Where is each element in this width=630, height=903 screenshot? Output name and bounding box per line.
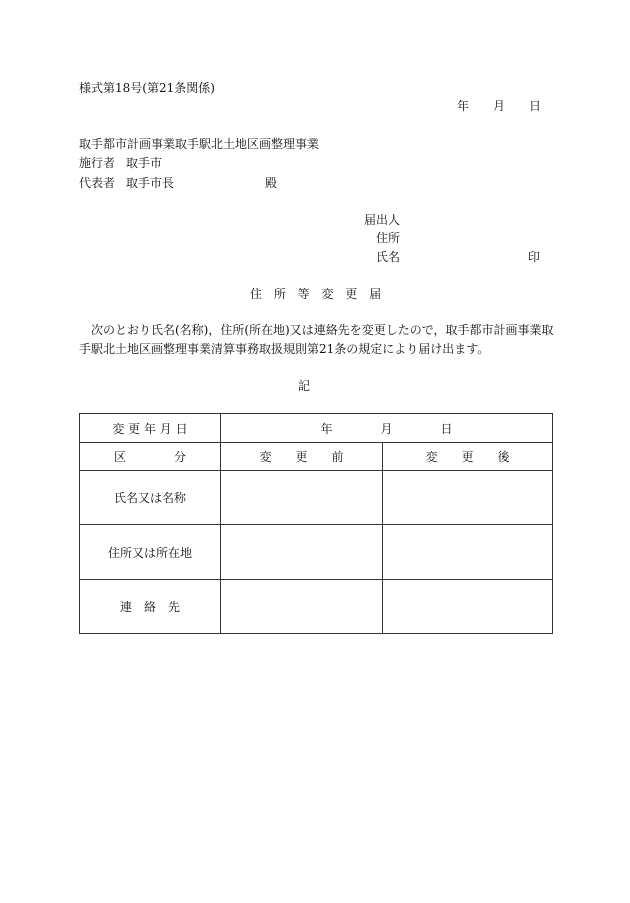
table-row xyxy=(80,579,553,633)
executor-label: 施行者 xyxy=(79,156,116,170)
date-year: 年 xyxy=(457,99,470,113)
change-date-value[interactable]: 年 月 日 xyxy=(221,414,553,443)
change-date-label: 変 更 年 月 日 xyxy=(80,414,221,443)
contact-before-cell[interactable] xyxy=(221,579,383,633)
table-row xyxy=(80,414,553,443)
honorific: 殿 xyxy=(265,176,278,190)
table-row xyxy=(80,471,553,525)
body-line-2: 手駅北土地区画整理事業清算事務取扱規則第21条の規定により届け出ます。 xyxy=(79,342,490,356)
row-label-contact: 連 絡 先 xyxy=(80,579,221,633)
after-header: 変 更 後 xyxy=(383,443,553,471)
row-label-name: 氏名又は名称 xyxy=(80,471,221,525)
date-month: 月 xyxy=(493,99,506,113)
table-row xyxy=(80,443,553,471)
seal-mark: 印 xyxy=(528,250,541,264)
row-label-address: 住所又は所在地 xyxy=(80,525,221,579)
applicant-label: 届出人 xyxy=(364,213,401,227)
executor-name: 取手市 xyxy=(126,156,163,170)
ki-label: 記 xyxy=(298,379,311,393)
date-day: 日 xyxy=(529,99,542,113)
address-before-cell[interactable] xyxy=(221,525,383,579)
representative-name: 取手市長 xyxy=(126,176,175,190)
category-header: 区 分 xyxy=(80,443,221,471)
body-line-1: 次のとおり氏名(名称)，住所(所在地)又は連絡先を変更したので，取手都市計画事業取 xyxy=(91,323,554,337)
document-title: 住 所 等 変 更 届 xyxy=(250,287,386,301)
project-name: 取手都市計画事業取手駅北土地区画整理事業 xyxy=(79,137,320,151)
form-number: 様式第18号(第21条関係) xyxy=(79,81,215,95)
applicant-name-label: 氏名 xyxy=(376,250,401,264)
name-after-cell[interactable] xyxy=(383,471,553,525)
applicant-address-label: 住所 xyxy=(376,231,401,245)
address-after-cell[interactable] xyxy=(383,525,553,579)
name-before-cell[interactable] xyxy=(221,471,383,525)
before-header: 変 更 前 xyxy=(221,443,383,471)
change-table xyxy=(79,413,553,634)
table-row xyxy=(80,525,553,579)
representative-label: 代表者 xyxy=(79,176,116,190)
contact-after-cell[interactable] xyxy=(383,579,553,633)
